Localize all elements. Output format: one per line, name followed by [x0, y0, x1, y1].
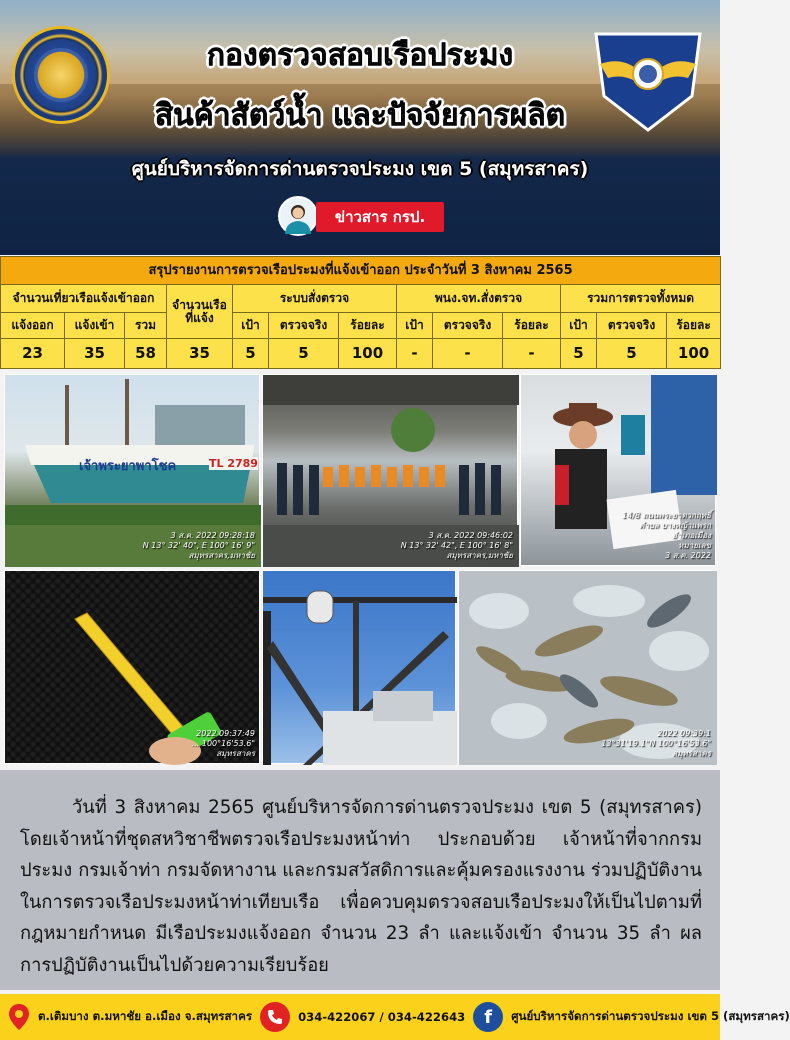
- subheader-out: แจ้งออก: [1, 313, 65, 339]
- value-system-percent: 100: [339, 339, 397, 369]
- value-officer-actual: -: [433, 339, 503, 369]
- value-boats: 35: [167, 339, 233, 369]
- photo-timestamp: 14/8 ถนนพระยาตวกฤทธิ์ ตำบล บางหญ้าแพรก อำเภอเมือง หมายเลข 3 ส.ค. 2022: [622, 511, 711, 560]
- photo-fish-catch: [458, 570, 716, 764]
- boat-registration-label: TL 2789: [209, 457, 258, 470]
- subheader-sum: รวม: [125, 313, 167, 339]
- vessel-mast-illustration: [263, 571, 457, 765]
- value-officer-target: -: [397, 339, 433, 369]
- footer-address: ต.เติมบาง ต.มหาชัย อ.เมือง จ.สมุทรสาคร: [38, 1009, 253, 1023]
- value-officer-percent: -: [503, 339, 561, 369]
- subheader-system-actual: ตรวจจริง: [269, 313, 339, 339]
- facebook-icon: f: [473, 1002, 503, 1032]
- footer-facebook-page[interactable]: ศูนย์บริหารจัดการด่านตรวจประมง เขต 5 (สมุทรสาคร): [511, 1009, 790, 1023]
- header-title-line2: สินค้าสัตว์น้ำ และปัจจัยการผลิต: [154, 98, 566, 133]
- subheader-officer-actual: ตรวจจริง: [433, 313, 503, 339]
- subheader-total-target: เป้า: [561, 313, 597, 339]
- inspection-report-table: [0, 256, 721, 369]
- value-in: 35: [65, 339, 125, 369]
- phone-icon: [260, 1002, 290, 1032]
- photo-timestamp: 2022 09:37:49 ... 100°16'53.6" สมุทรสาคร: [191, 729, 255, 758]
- header-total: รวมการตรวจทั้งหมด: [561, 285, 721, 313]
- photo-fishing-boat: [4, 374, 260, 566]
- photo-timestamp: 3 ส.ค. 2022 09:28:18 N 13° 32' 40", E 100° 16' 9" สมุทรสาคร,มหาชัย: [142, 531, 255, 560]
- value-total-percent: 100: [667, 339, 721, 369]
- header-title-line1: กองตรวจสอบเรือประมง: [206, 38, 514, 73]
- photo-timestamp: 3 ส.ค. 2022 09:46:02 N 13° 32' 42", E 100° 16' 8" สมุทรสาคร,มหาชัย: [400, 531, 513, 560]
- photo-vessel-mast: [262, 570, 456, 764]
- header-subtitle: ศูนย์บริหารจัดการด่านตรวจประมง เขต 5 (สมุทรสาคร): [131, 158, 589, 180]
- officer-avatar-icon: [278, 196, 318, 236]
- subheader-system-target: เป้า: [233, 313, 269, 339]
- photo-timestamp: 2022 09:39:1 13°31'19.1"N 100°16'53.6" สมุทรสาคร: [601, 729, 711, 758]
- department-of-fisheries-logo: [12, 26, 110, 124]
- description-panel: [0, 770, 720, 990]
- value-system-target: 5: [233, 339, 269, 369]
- photo-document-check: [520, 374, 716, 566]
- subheader-officer-target: เป้า: [397, 313, 433, 339]
- value-out: 23: [1, 339, 65, 369]
- value-sum: 58: [125, 339, 167, 369]
- fishery-inspection-badge-icon: [588, 24, 708, 132]
- table-row: [1, 339, 721, 369]
- header-banner: [0, 0, 720, 255]
- subheader-officer-percent: ร้อยละ: [503, 313, 561, 339]
- boat-name-label: เจ้าพระยาพาโชค: [79, 459, 177, 474]
- map-pin-icon: [8, 1002, 30, 1032]
- contact-footer: [0, 994, 790, 1040]
- header-boats: จำนวนเรือที่แจ้ง: [167, 285, 233, 339]
- value-total-actual: 5: [597, 339, 667, 369]
- footer-phone[interactable]: 034-422067 / 034-422643: [298, 1010, 466, 1024]
- photo-net-mesh: [4, 570, 260, 764]
- subheader-in: แจ้งเข้า: [65, 313, 125, 339]
- table-caption: สรุปรายงานการตรวจเรือประมงที่แจ้งเข้าออก ประจำวันที่ 3 สิงหาคม 2565: [1, 257, 721, 285]
- value-system-actual: 5: [269, 339, 339, 369]
- description-paragraph: วันที่ 3 สิงหาคม 2565 ศูนย์บริหารจัดการด่านตรวจประมง เขต 5 (สมุทรสาคร) โดยเจ้าหน้าที่ชุดสหวิชาชีพตรวจเรือประมงหน้าท่า ประกอบด้วย เจ้าหน้าที่จากกรมประมง กรมเจ้าท่า กรมจัดหางาน และกรมสวัสดิการและคุ้มครองแรงงาน ร่วมปฏิบัติงานในการตรวจเรือประมงหน้าท่าเทียบเรือ เพื่อควบคุมตรวจสอบเรือประมงให้เป็นไปตามที่กฎหมายกำหนด มีเรือประมงแจ้งออก จำนวน 23 ลำ และแจ้งเข้า จำนวน 35 ลำ ผลการปฏิบัติงานเป็นไปด้วยความเรียบร้อย: [20, 797, 702, 976]
- header-trips: จำนวนเที่ยวเรือแจ้งเข้าออก: [1, 285, 167, 313]
- subheader-total-percent: ร้อยละ: [667, 313, 721, 339]
- header-officer: พนง.จท.สั่งตรวจ: [397, 285, 561, 313]
- royal-seal-icon: [34, 48, 88, 102]
- news-badge: ข่าวสาร กรป.: [316, 202, 444, 232]
- photo-team-group: [262, 374, 518, 566]
- value-total-target: 5: [561, 339, 597, 369]
- header-system: ระบบสั่งตรวจ: [233, 285, 397, 313]
- subheader-total-actual: ตรวจจริง: [597, 313, 667, 339]
- subheader-system-percent: ร้อยละ: [339, 313, 397, 339]
